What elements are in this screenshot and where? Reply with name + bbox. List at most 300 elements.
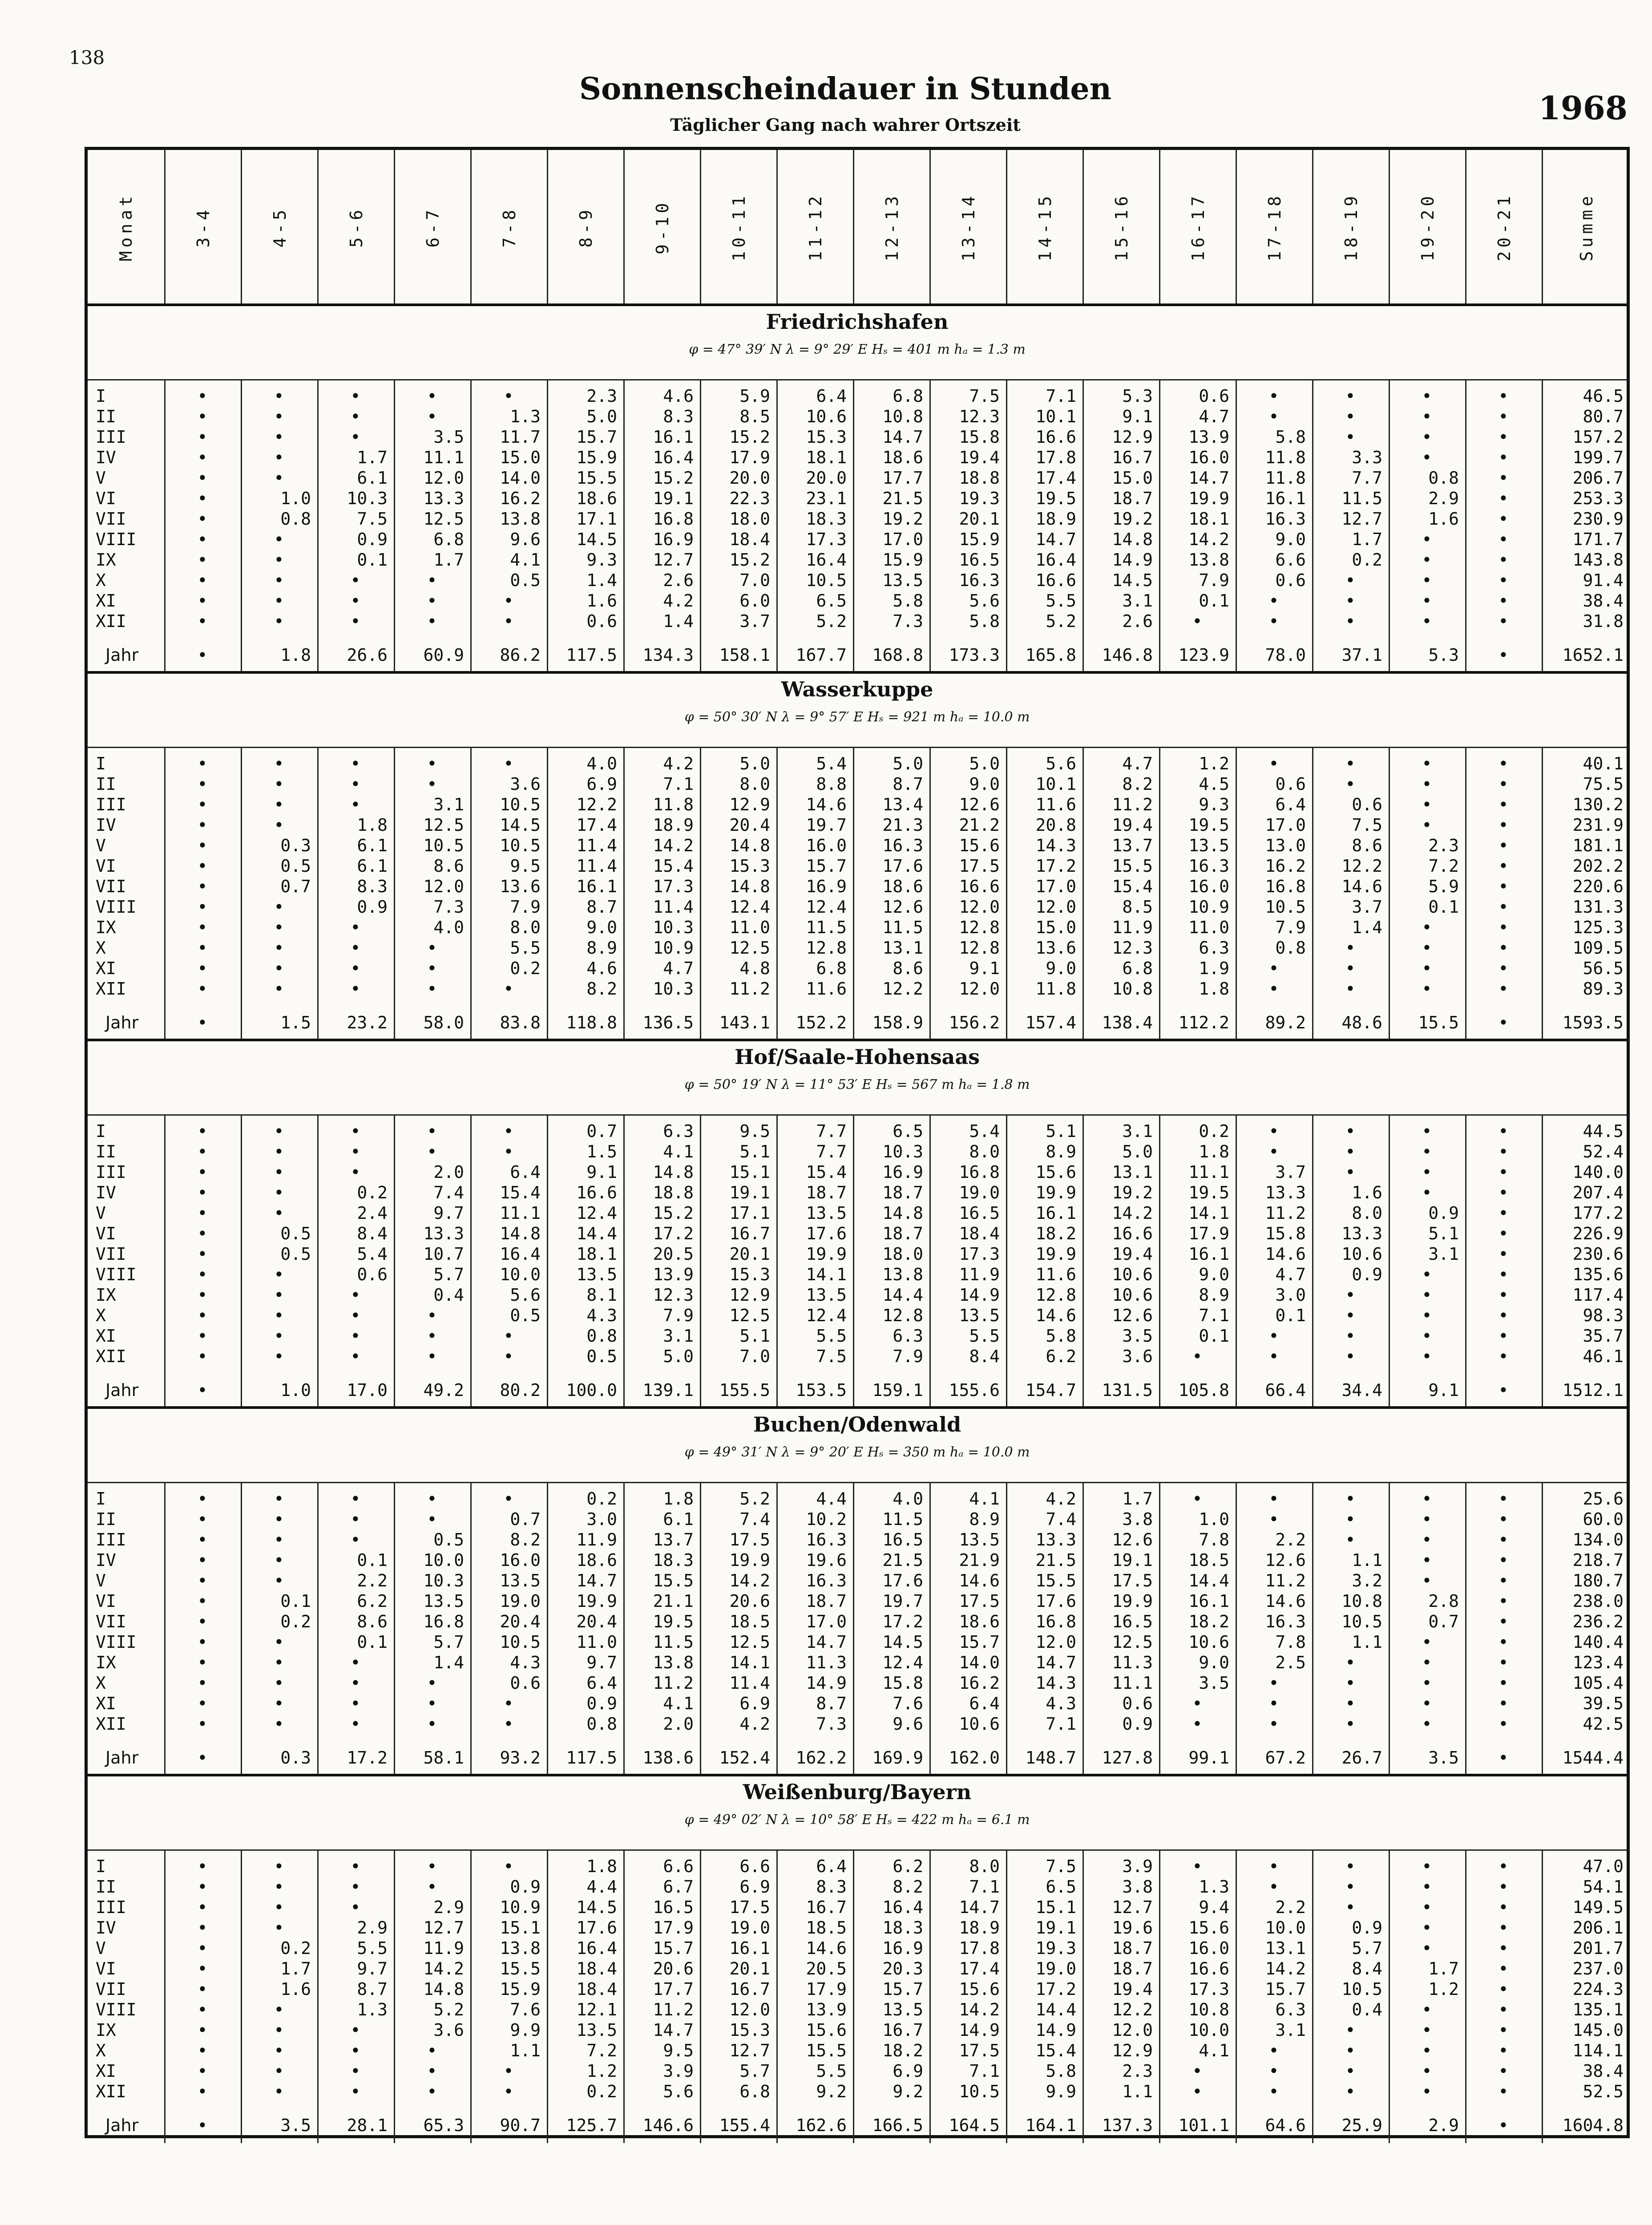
value-cell: 17.3 [653, 877, 694, 896]
value-cell: • [197, 1183, 208, 1202]
value-cell: 13.7 [1112, 836, 1153, 855]
value-cell: 15.7 [959, 1632, 1000, 1652]
value-cell: 13.5 [1188, 836, 1229, 855]
value-cell: • [1345, 979, 1356, 999]
value-cell: 11.9 [959, 1265, 1000, 1284]
value-cell: • [197, 1857, 208, 1876]
value-cell: 10.0 [423, 1550, 464, 1570]
value-cell: 19.5 [1188, 815, 1229, 835]
value-cell: 19.4 [1112, 1244, 1153, 1264]
value-cell: • [1422, 938, 1432, 958]
value-cell: 9.0 [1199, 1653, 1229, 1672]
value-cell: 8.5 [739, 407, 770, 426]
value-cell: 10.8 [1188, 2000, 1229, 2019]
value-cell: • [1422, 1857, 1432, 1876]
value-cell: 4.1 [663, 1142, 694, 1161]
value-cell: • [350, 407, 361, 426]
value-cell: • [350, 591, 361, 611]
value-cell: • [274, 1162, 284, 1182]
value-cell: • [1498, 1203, 1509, 1223]
value-cell: 13.3 [1035, 1530, 1076, 1549]
value-cell: 0.3 [280, 1748, 311, 1768]
column-header-16 [1312, 150, 1389, 303]
value-cell: 17.4 [1035, 468, 1076, 488]
value-cell: 0.1 [1199, 591, 1229, 611]
value-cell: 1.0 [280, 489, 311, 508]
value-cell: 6.4 [510, 1162, 541, 1182]
value-cell: • [1422, 1918, 1432, 1938]
value-cell: • [1498, 1959, 1509, 1978]
value-cell: 16.2 [1265, 856, 1306, 876]
value-cell: 0.2 [280, 1938, 311, 1958]
value-cell: • [1422, 979, 1432, 999]
value-cell: 25.6 [1583, 1489, 1624, 1509]
value-cell: • [1498, 1530, 1509, 1549]
value-cell: 18.7 [882, 1183, 923, 1202]
value-cell: 105.4 [1572, 1673, 1624, 1693]
value-cell: 13.5 [423, 1591, 464, 1611]
value-cell: • [1345, 407, 1356, 426]
value-cell: 11.6 [1035, 1265, 1076, 1284]
value-cell: 7.7 [816, 1121, 847, 1141]
value-cell: 1.6 [1428, 509, 1459, 529]
value-cell: 230.9 [1572, 509, 1624, 529]
month-label: VI [96, 489, 116, 508]
value-cell: • [1268, 1714, 1279, 1734]
annual-total-row [88, 1380, 1627, 1400]
value-cell: 18.2 [1035, 1224, 1076, 1243]
value-cell: 2.9 [1428, 489, 1459, 508]
value-cell: 60.0 [1583, 1509, 1624, 1529]
value-cell: • [1268, 1509, 1279, 1529]
value-cell: 13.5 [500, 1571, 541, 1590]
value-cell: 2.9 [1428, 2116, 1459, 2135]
value-cell: 10.5 [500, 836, 541, 855]
value-cell: • [427, 570, 437, 590]
value-cell: 21.1 [653, 1591, 694, 1611]
value-cell: 2.3 [586, 386, 617, 406]
value-cell: • [1422, 1550, 1432, 1570]
value-cell: 3.1 [1122, 591, 1153, 611]
value-cell: • [1268, 1326, 1279, 1346]
value-cell: 4.7 [663, 959, 694, 978]
value-cell: 162.0 [949, 1748, 1000, 1768]
value-cell: 56.5 [1583, 959, 1624, 978]
value-cell: • [1345, 1857, 1356, 1876]
value-cell: 146.6 [642, 2116, 694, 2135]
value-cell: 16.5 [959, 1203, 1000, 1223]
value-cell: • [1192, 1489, 1203, 1509]
month-label: XI [96, 591, 116, 611]
value-cell: 17.6 [576, 1918, 617, 1938]
value-cell: • [1268, 611, 1279, 631]
month-row [88, 917, 1627, 938]
value-cell: 11.4 [576, 836, 617, 855]
value-cell: 2.3 [1122, 2061, 1153, 2081]
value-cell: • [1192, 611, 1203, 631]
month-label: IX [96, 2020, 116, 2040]
value-cell: 14.5 [882, 1632, 923, 1652]
value-cell: 16.0 [806, 836, 847, 855]
value-cell: 0.9 [1352, 1265, 1382, 1284]
value-cell: 11.9 [423, 1938, 464, 1958]
annual-total-row [88, 1012, 1627, 1033]
value-cell: • [1345, 1653, 1356, 1672]
value-cell: 13.5 [806, 1285, 847, 1305]
annual-total-row [88, 2115, 1627, 2136]
value-cell: • [197, 774, 208, 794]
value-cell: 10.5 [500, 1632, 541, 1652]
value-cell: 17.0 [347, 1380, 388, 1400]
value-cell: 18.7 [882, 1224, 923, 1243]
value-cell: • [1422, 1489, 1432, 1509]
value-cell: • [1268, 591, 1279, 611]
value-cell: 14.8 [653, 1162, 694, 1182]
month-row [88, 1121, 1627, 1141]
value-cell: • [1498, 1306, 1509, 1325]
value-cell: 35.7 [1583, 1326, 1624, 1346]
value-cell: 7.0 [739, 570, 770, 590]
value-cell: 7.1 [663, 774, 694, 794]
value-cell: • [197, 386, 208, 406]
value-cell: • [197, 1244, 208, 1264]
value-cell: 202.2 [1572, 856, 1624, 876]
value-cell: 17.3 [1188, 1979, 1229, 1999]
value-cell: 148.7 [1025, 1748, 1076, 1768]
value-cell: 0.6 [1275, 570, 1306, 590]
value-cell: 6.1 [357, 468, 388, 488]
value-cell: 16.6 [1035, 570, 1076, 590]
column-header-label: 15-16 [1111, 192, 1131, 261]
value-cell: 16.3 [1265, 509, 1306, 529]
value-cell: • [350, 1347, 361, 1366]
value-cell: 0.5 [586, 1347, 617, 1366]
value-cell: 12.5 [729, 1306, 770, 1325]
month-label: XII [96, 2082, 126, 2101]
month-label: I [96, 754, 106, 773]
value-cell: 6.7 [663, 1877, 694, 1897]
month-row [88, 794, 1627, 815]
value-cell: 17.1 [729, 1203, 770, 1223]
value-cell: 7.1 [1046, 1714, 1076, 1734]
value-cell: 16.1 [729, 1938, 770, 1958]
value-cell: • [197, 448, 208, 467]
value-cell: 2.4 [357, 1203, 388, 1223]
value-cell: 5.8 [1046, 1326, 1076, 1346]
value-cell: 16.6 [959, 877, 1000, 896]
column-header-label: Summe [1576, 192, 1596, 261]
value-cell: 60.9 [423, 645, 464, 665]
value-cell: • [197, 2061, 208, 2081]
value-cell: 8.7 [357, 1979, 388, 1999]
value-cell: • [197, 2116, 208, 2135]
station-name: Hof/Saale-Hohensaas [734, 1045, 980, 1069]
value-cell: • [1345, 1347, 1356, 1366]
value-cell: • [1345, 1326, 1356, 1346]
value-cell: • [197, 489, 208, 508]
value-cell: 6.4 [586, 1673, 617, 1693]
value-cell: 17.5 [1112, 1571, 1153, 1590]
value-cell: 17.5 [959, 2041, 1000, 2060]
value-cell: 6.6 [739, 1857, 770, 1876]
value-cell: 0.2 [357, 1183, 388, 1202]
value-cell: • [1192, 2061, 1203, 2081]
value-cell: 75.5 [1583, 774, 1624, 794]
month-row [88, 1223, 1627, 1244]
value-cell: • [427, 1673, 437, 1693]
value-cell: 164.1 [1025, 2116, 1076, 2135]
column-header-label: 20-21 [1494, 192, 1514, 261]
value-cell: 0.2 [1352, 550, 1382, 570]
value-cell: • [1422, 918, 1432, 937]
value-cell: 12.7 [423, 1918, 464, 1938]
value-cell: 19.9 [806, 1244, 847, 1264]
value-cell: • [274, 1142, 284, 1161]
month-row [88, 1652, 1627, 1673]
month-label: II [96, 407, 116, 426]
value-cell: 114.1 [1572, 2041, 1624, 2060]
station-block [88, 671, 1627, 1039]
value-cell: 13.3 [1265, 1183, 1306, 1202]
value-cell: • [1268, 1121, 1279, 1141]
value-cell: • [274, 550, 284, 570]
value-cell: • [1345, 959, 1356, 978]
value-cell: • [197, 815, 208, 835]
value-cell: 112.2 [1178, 1013, 1229, 1032]
month-label: III [96, 795, 126, 814]
value-cell: 0.5 [510, 570, 541, 590]
value-cell: 3.0 [586, 1509, 617, 1529]
value-cell: 14.6 [1035, 1306, 1076, 1325]
value-cell: • [197, 1265, 208, 1284]
value-cell: • [503, 611, 514, 631]
value-cell: 220.6 [1572, 877, 1624, 896]
value-cell: 0.9 [357, 530, 388, 549]
value-cell: • [1498, 1142, 1509, 1161]
column-header-6 [547, 150, 623, 303]
value-cell: 6.3 [663, 1121, 694, 1141]
value-cell: 1.4 [433, 1653, 464, 1672]
value-cell: • [1192, 1694, 1203, 1713]
value-cell: 6.2 [357, 1591, 388, 1611]
value-cell: 16.5 [653, 1897, 694, 1917]
value-cell: 138.4 [1102, 1013, 1153, 1032]
value-cell: • [197, 468, 208, 488]
value-cell: 18.7 [806, 1591, 847, 1611]
value-cell: 11.5 [806, 918, 847, 937]
value-cell: 14.4 [576, 1224, 617, 1243]
value-cell: 17.2 [653, 1224, 694, 1243]
value-cell: 140.0 [1572, 1162, 1624, 1182]
value-cell: 10.6 [806, 407, 847, 426]
value-cell: 8.0 [739, 774, 770, 794]
value-cell: 10.0 [1265, 1918, 1306, 1938]
value-cell: 15.9 [500, 1979, 541, 1999]
month-label: VIII [96, 897, 137, 917]
value-cell: 136.5 [642, 1013, 694, 1032]
month-row [88, 488, 1627, 509]
value-cell: 16.6 [1188, 1959, 1229, 1978]
value-cell: 20.4 [729, 815, 770, 835]
value-cell: 13.8 [653, 1653, 694, 1672]
value-cell: 15.6 [959, 1979, 1000, 1999]
value-cell: 46.1 [1583, 1347, 1624, 1366]
value-cell: 1.0 [280, 1380, 311, 1400]
value-cell: 19.0 [959, 1183, 1000, 1202]
value-cell: • [197, 1162, 208, 1182]
station-name: Wasserkuppe [781, 677, 933, 701]
value-cell: 18.0 [882, 1244, 923, 1264]
value-cell: 13.3 [1341, 1224, 1382, 1243]
value-cell: • [1268, 386, 1279, 406]
value-cell: • [197, 1380, 208, 1400]
value-cell: • [197, 877, 208, 896]
value-cell: • [350, 2061, 361, 2081]
value-cell: • [1498, 1694, 1509, 1713]
value-cell: 26.7 [1341, 1748, 1382, 1768]
value-cell: 5.6 [1046, 754, 1076, 773]
value-cell: • [1422, 386, 1432, 406]
value-cell: 5.5 [357, 1938, 388, 1958]
value-cell: 5.8 [1046, 2061, 1076, 2081]
value-cell: 18.6 [882, 448, 923, 467]
value-cell: • [274, 1857, 284, 1876]
value-cell: 9.1 [1428, 1380, 1459, 1400]
value-cell: • [274, 1489, 284, 1509]
month-label: VIII [96, 530, 137, 549]
value-cell: 4.3 [510, 1653, 541, 1672]
value-cell: • [350, 1897, 361, 1917]
value-cell: 34.4 [1341, 1380, 1382, 1400]
value-cell: 8.5 [1122, 897, 1153, 917]
value-cell: • [197, 856, 208, 876]
value-cell: • [1422, 959, 1432, 978]
value-cell: 140.4 [1572, 1632, 1624, 1652]
value-cell: • [1498, 1550, 1509, 1570]
value-cell: 12.3 [653, 1285, 694, 1305]
month-row [88, 1182, 1627, 1203]
value-cell: 0.9 [1122, 1714, 1153, 1734]
value-cell: 20.4 [500, 1612, 541, 1631]
value-cell: 8.9 [1046, 1142, 1076, 1161]
station-separator [88, 671, 1627, 674]
value-cell: 15.1 [1035, 1897, 1076, 1917]
month-row [88, 1162, 1627, 1182]
month-row [88, 1509, 1627, 1529]
month-row [88, 1979, 1627, 1999]
value-cell: 26.6 [347, 645, 388, 665]
value-cell: 13.5 [576, 2020, 617, 2040]
value-cell: 5.8 [893, 591, 923, 611]
value-cell: 3.9 [1122, 1857, 1153, 1876]
value-cell: 162.2 [796, 1748, 847, 1768]
value-cell: 10.1 [1035, 407, 1076, 426]
value-cell: 8.3 [357, 877, 388, 896]
value-cell: 153.5 [796, 1380, 847, 1400]
value-cell: • [1498, 938, 1509, 958]
value-cell: • [1498, 2061, 1509, 2081]
value-cell: 13.9 [806, 2000, 847, 2019]
value-cell: 12.0 [423, 877, 464, 896]
month-label: X [96, 1306, 106, 1325]
value-cell: 4.4 [816, 1489, 847, 1509]
value-cell: • [274, 1550, 284, 1570]
month-row [88, 1632, 1627, 1652]
value-cell: 1.1 [1352, 1550, 1382, 1570]
value-cell: 19.4 [1112, 1979, 1153, 1999]
value-cell: 6.5 [893, 1121, 923, 1141]
month-row [88, 1918, 1627, 1938]
value-cell: 8.4 [357, 1224, 388, 1243]
value-cell: 5.5 [1046, 591, 1076, 611]
value-cell: 12.5 [423, 509, 464, 529]
value-cell: • [274, 591, 284, 611]
value-cell: 47.0 [1583, 1857, 1624, 1876]
column-header-label: 14-15 [1035, 192, 1055, 261]
month-label: X [96, 2041, 106, 2060]
value-cell: 23.1 [806, 489, 847, 508]
value-cell: 4.1 [969, 1489, 1000, 1509]
value-cell: 18.1 [1188, 509, 1229, 529]
value-cell: 109.5 [1572, 938, 1624, 958]
value-cell: 7.3 [433, 897, 464, 917]
value-cell: 11.8 [653, 795, 694, 814]
value-cell: 230.6 [1572, 1244, 1624, 1264]
value-cell: 0.9 [1352, 1918, 1382, 1938]
value-cell: • [1498, 836, 1509, 855]
value-cell: 7.1 [969, 2061, 1000, 2081]
value-cell: 105.8 [1178, 1380, 1229, 1400]
value-cell: 14.7 [959, 1897, 1000, 1917]
value-cell: 19.9 [1035, 1244, 1076, 1264]
value-cell: 12.2 [882, 979, 923, 999]
value-cell: 10.6 [1341, 1244, 1382, 1264]
value-cell: 13.5 [959, 1530, 1000, 1549]
value-cell: 0.6 [1275, 774, 1306, 794]
value-cell: 2.6 [1122, 611, 1153, 631]
value-cell: 145.0 [1572, 2020, 1624, 2040]
value-cell: 8.3 [816, 1877, 847, 1897]
month-row [88, 1529, 1627, 1550]
month-row [88, 468, 1627, 488]
value-cell: 0.2 [1199, 1121, 1229, 1141]
value-cell: • [350, 386, 361, 406]
value-cell: 10.5 [423, 836, 464, 855]
value-cell: • [197, 1224, 208, 1243]
value-cell: 8.0 [510, 918, 541, 937]
month-label: XII [96, 611, 126, 631]
value-cell: 11.3 [1112, 1653, 1153, 1672]
value-cell: 0.9 [1428, 1203, 1459, 1223]
value-cell: 5.3 [1428, 645, 1459, 665]
value-cell: • [274, 2020, 284, 2040]
value-cell: • [1268, 2061, 1279, 2081]
value-cell: • [350, 1489, 361, 1509]
value-cell: 18.3 [653, 1550, 694, 1570]
value-cell: 39.5 [1583, 1694, 1624, 1713]
value-cell: 10.1 [1035, 774, 1076, 794]
column-header-0 [88, 150, 164, 303]
value-cell: 1.7 [280, 1959, 311, 1978]
value-cell: 13.1 [1265, 1938, 1306, 1958]
column-header-label: 16-17 [1188, 192, 1208, 261]
value-cell: 16.3 [1265, 1612, 1306, 1631]
column-header-label: 5-6 [346, 206, 366, 247]
value-cell: 5.0 [586, 407, 617, 426]
value-cell: • [197, 1877, 208, 1897]
month-row [88, 427, 1627, 447]
value-cell: • [274, 1918, 284, 1938]
